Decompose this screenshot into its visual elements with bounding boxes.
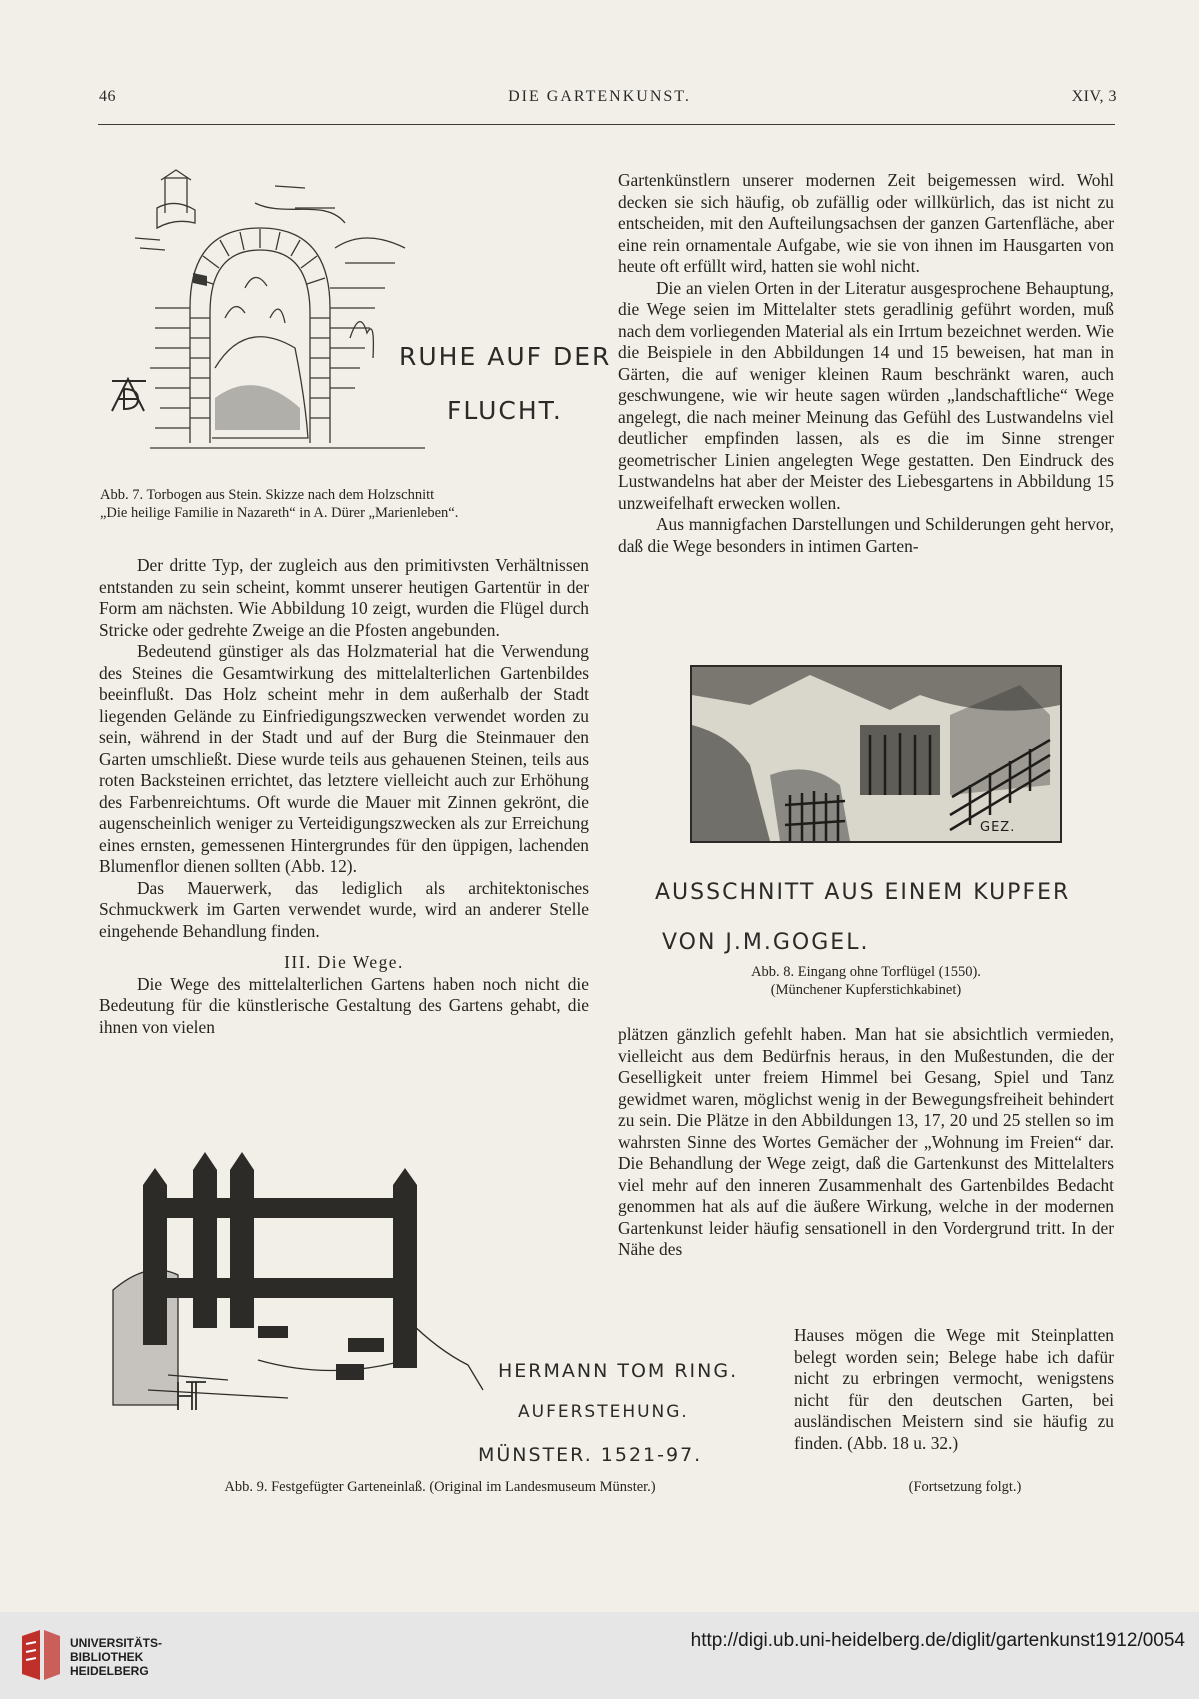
fig7-inscription-2: FLUCHT. (447, 396, 563, 425)
right-column-bottom (794, 1325, 1114, 1454)
library-name (70, 1636, 162, 1678)
fig9-inscription-3: MÜNSTER. 1521-97. (478, 1444, 703, 1466)
digitization-footer (0, 1612, 1199, 1699)
figure-8-engraving (690, 665, 1062, 843)
fig9-inscription-2: AUFERSTEHUNG. (518, 1402, 689, 1422)
right-column-upper (618, 170, 1114, 557)
right-paragraph-1: Gartenkünstlern unserer modernen Zeit beigemessen wird. Wohl decken sie sich häufig, ob zufällig oder willkürlich, das ist nicht zu entscheiden, mit den Aufteilungsachsen der ganzen Gartenfläche, aber eine rein ornamentale Aufgabe, wie sie von ihnen im Hausgarten von heute oft erfüllt wird, hatten sie wohl nicht. (618, 170, 1114, 276)
right-paragraph-3: Aus mannigfachen Darstellungen und Schilderungen geht hervor, daß die Wege besonders in intimen Garten- (618, 514, 1114, 556)
fig8-caption (618, 963, 1114, 999)
fig8-caption-line2: (Münchener Kupferstichkabinet) (770, 982, 962, 998)
left-paragraph-1: Der dritte Typ, der zugleich aus den primitivsten Verhältnissen entstanden zu sein scheint, kommt unserer heutigen Gartentür in der Form am nächsten. Wie Abbildung 10 zeigt, wurden die Flügel durch Stricke oder gedrehte Zweige an die Pfosten angebunden. (99, 555, 589, 640)
library-name-line1: UNIVERSITÄTS- (70, 1636, 163, 1650)
fig7-inscription-1: RUHE AUF DER (399, 342, 612, 371)
fig9-caption: Abb. 9. Festgefügter Garteneinlaß. (Original im Landesmuseum Münster.) (224, 1479, 656, 1495)
volume-issue: XIV, 3 (1071, 88, 1117, 105)
tom-ring-monogram (172, 1378, 212, 1414)
library-name-line2: BIBLIOTHEK (70, 1650, 144, 1664)
fig7-caption-line1: Abb. 7. Torbogen aus Stein. Skizze nach dem Holzschnitt (100, 487, 435, 503)
header-rule (98, 124, 1115, 125)
fig9-inscription-1: HERMANN TOM RING. (498, 1360, 739, 1382)
left-paragraph-3: Das Mauerwerk, das lediglich als architektonisches Schmuckwerk im Garten verwendet wurde, wird an anderer Stelle eingehende Behandlung finden. (99, 877, 589, 941)
left-paragraph-2: Bedeutend günstiger als das Holzmaterial hat die Verwendung des Steines die Gesamtwirkung des mittelalterlichen Gartenbildes beeinflußt. Das Holz scheint mehr in dem außerhalb der Stadt liegenden Gelände zu Einfriedigungszwecken verwendet worden zu sein, während in der Stadt und auf der Burg die Steinmauer den Garten umschließt. Diese wurde teils aus gehauenen Steinen, teils aus roten Backsteinen errichtet, das letztere vielleicht auch zur Erhöhung des Farbenreichtums. Oft wurde die Mauer mit Zinnen gekrönt, die augenscheinlich weniger zu Verteidigungszwecken als zur Erreichung eines ernsten, gemessenen Hintergrundes für den üppigen, lachenden Blumenflor dienen sollten (Abb. 12). (99, 641, 589, 876)
journal-title: DIE GARTENKUNST. (508, 88, 691, 105)
left-paragraph-4: Die Wege des mittelalterlichen Gartens haben noch nicht die Bedeutung für die künstlerische Gestaltung des Gartens gehabt, die ihnen von vielen (99, 973, 589, 1037)
left-column-upper (99, 555, 589, 1038)
section-heading: III. Die Wege. (284, 952, 404, 972)
continued-note: (Fortsetzung folgt.) (908, 1479, 1022, 1495)
right-paragraph-2: Die an vielen Orten in der Literatur ausgesprochene Behauptung, die Wege seien im Mittelalter stets geradlinig geführt worden, muß nach dem vorliegenden Material als ein Irrtum bezeichnet werden. Wie die Beispiele in den Abbildungen 14 und 15 beweisen, hat man in Gärten, die auf weniger kleinen Raum beschränkt waren, auch geschwungene, wie wir heute sagen würden „landschaftliche“ Wege angelegt, die nach meiner Meinung das Gefühl des Lustwandelns viel deutlicher empfinden lassen, als es die im Sinne strenger geometrischer Linien angelegten Wege gestatten. Den Eindruck des Lustwandelns hat aber der Meister des Liebesgartens in Abbildung 15 unzweifelhaft erwecken wollen. (618, 277, 1114, 513)
fig8-signature: GEZ. (980, 820, 1016, 835)
right-paragraph-5: Hauses mögen die Wege mit Steinplatten belegt worden sein; Belege habe ich dafür nicht zu erbringen vermocht, wenigstens nicht für den deutschen Garten, bei ausländischen Meistern sind sie häufig zu finden. (Abb. 18 u. 32.) (794, 1325, 1114, 1453)
fig7-caption-line2: „Die heilige Familie in Nazareth“ in A. Dürer „Marienleben“. (100, 505, 459, 521)
page-number: 46 (99, 88, 116, 105)
library-logo-icon (18, 1626, 64, 1684)
right-column-lower (618, 1024, 1114, 1261)
library-name-line3: HEIDELBERG (70, 1664, 149, 1678)
fig8-inscription-1: AUSSCHNITT AUS EINEM KUPFER (655, 880, 1071, 905)
source-url-link[interactable]: http://digi.ub.uni-heidelberg.de/diglit/gartenkunst1912/0054 (690, 1630, 1185, 1651)
durer-monogram (108, 375, 154, 415)
fig8-inscription-2: VON J.M.GOGEL. (662, 930, 870, 955)
figure-9-fence-sketch (108, 1150, 488, 1415)
fig8-caption-line1: Abb. 8. Eingang ohne Torflügel (1550). (751, 964, 981, 980)
right-paragraph-4: plätzen gänzlich gefehlt haben. Man hat sie absichtlich vermieden, vielleicht aus dem Bedürfnis heraus, in den Mußestunden, die der Geselligkeit unter freiem Himmel bei Gesang, Spiel und Tanz gewidmet waren, möglichst wenig in der Bewegungsfreiheit behindert zu sein. Die Plätze in den Abbildungen 13, 17, 20 und 25 stellen so im wahrsten Sinne des Wortes Gemächer der „Wohnung im Freien“ dar. Die Behandlung der Wege zeigt, daß die Gartenkunst des Mittelalters viel mehr auf den inneren Zusammenhalt des Gartenbildes Bedacht genommen hat als auf die äußere Wirkung, welche in der modernen Gartenkunst leider häufig sensationell in den Vordergrund tritt. In der Nähe des (618, 1024, 1114, 1259)
